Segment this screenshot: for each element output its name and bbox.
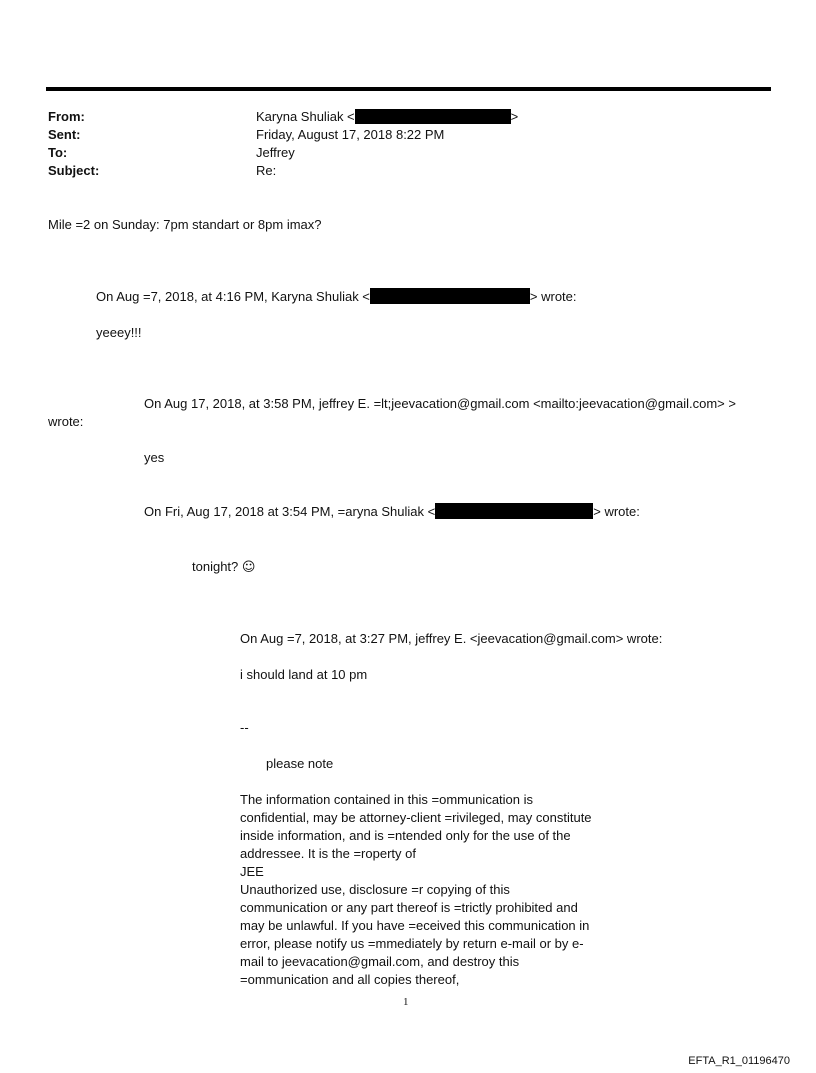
smiley-icon: ☺ <box>241 560 256 575</box>
from-suffix: > <box>510 109 519 124</box>
subject-label: Subject: <box>48 163 100 178</box>
quote-4-text: i should land at 10 pm <box>240 667 368 682</box>
to-label: To: <box>48 145 68 160</box>
to-value: Jeffrey <box>256 145 295 160</box>
quote-2-header: On Aug 17, 2018, at 3:58 PM, jeffrey E. =lt;jeevacation@gmail.com <mailto:jeevacation@gmail.com> > <box>144 396 736 411</box>
quote-3-prefix: On Fri, Aug 17, 2018 at 3:54 PM, =aryna Shuliak < <box>144 504 436 519</box>
header-divider <box>46 87 771 91</box>
subject-value: Re: <box>256 163 277 178</box>
quote-3-header <box>144 503 640 521</box>
quote-4-header: On Aug =7, 2018, at 3:27 PM, jeffrey E. <jeevacation@gmail.com> wrote: <box>240 631 663 646</box>
quote-2-wrote: wrote: <box>48 414 84 429</box>
page-number: 1 <box>403 996 409 1008</box>
redaction-block <box>435 503 593 519</box>
quote-3-text-line <box>192 558 255 577</box>
quote-3-text: tonight? <box>192 559 239 574</box>
sent-value: Friday, August 17, 2018 8:22 PM <box>256 127 445 142</box>
please-note: please note <box>266 756 334 771</box>
signature-separator: -- <box>240 720 249 735</box>
redaction-block <box>370 288 530 304</box>
quote-1-prefix: On Aug =7, 2018, at 4:16 PM, Karyna Shuliak < <box>96 289 370 304</box>
quote-1-text: yeeey!!! <box>96 325 142 340</box>
sent-label: Sent: <box>48 127 81 142</box>
quote-1-suffix: > wrote: <box>529 289 577 304</box>
quote-2-text: yes <box>144 450 165 465</box>
redaction-block <box>355 109 511 124</box>
quote-1-header <box>96 288 577 306</box>
message-body-line: Mile =2 on Sunday: 7pm standart or 8pm imax? <box>48 217 322 232</box>
from-label: From: <box>48 109 85 124</box>
notice-jee: JEE <box>240 864 264 879</box>
from-value <box>256 108 518 126</box>
quote-3-suffix: > wrote: <box>593 504 640 519</box>
from-name: Karyna Shuliak < <box>256 109 355 124</box>
confidentiality-notice <box>240 791 600 989</box>
notice-paragraph-1: The information contained in this =ommunication is confidential, may be attorney-client =rivileged, may constitute inside information, and is =ntended only for the use of the addressee. It is the =roperty of <box>240 792 592 861</box>
notice-paragraph-2: Unauthorized use, disclosure =r copying of this communication or any part thereof is =trictly prohibited and may be unlawful. If you have =eceived this communication in error, please notify us =mmediately by return e-mail or by e-mail to jeevacation@gmail.com, and destroy this =ommunication and all copies thereof, <box>240 882 590 987</box>
document-id: EFTA_R1_01196470 <box>688 1055 790 1067</box>
